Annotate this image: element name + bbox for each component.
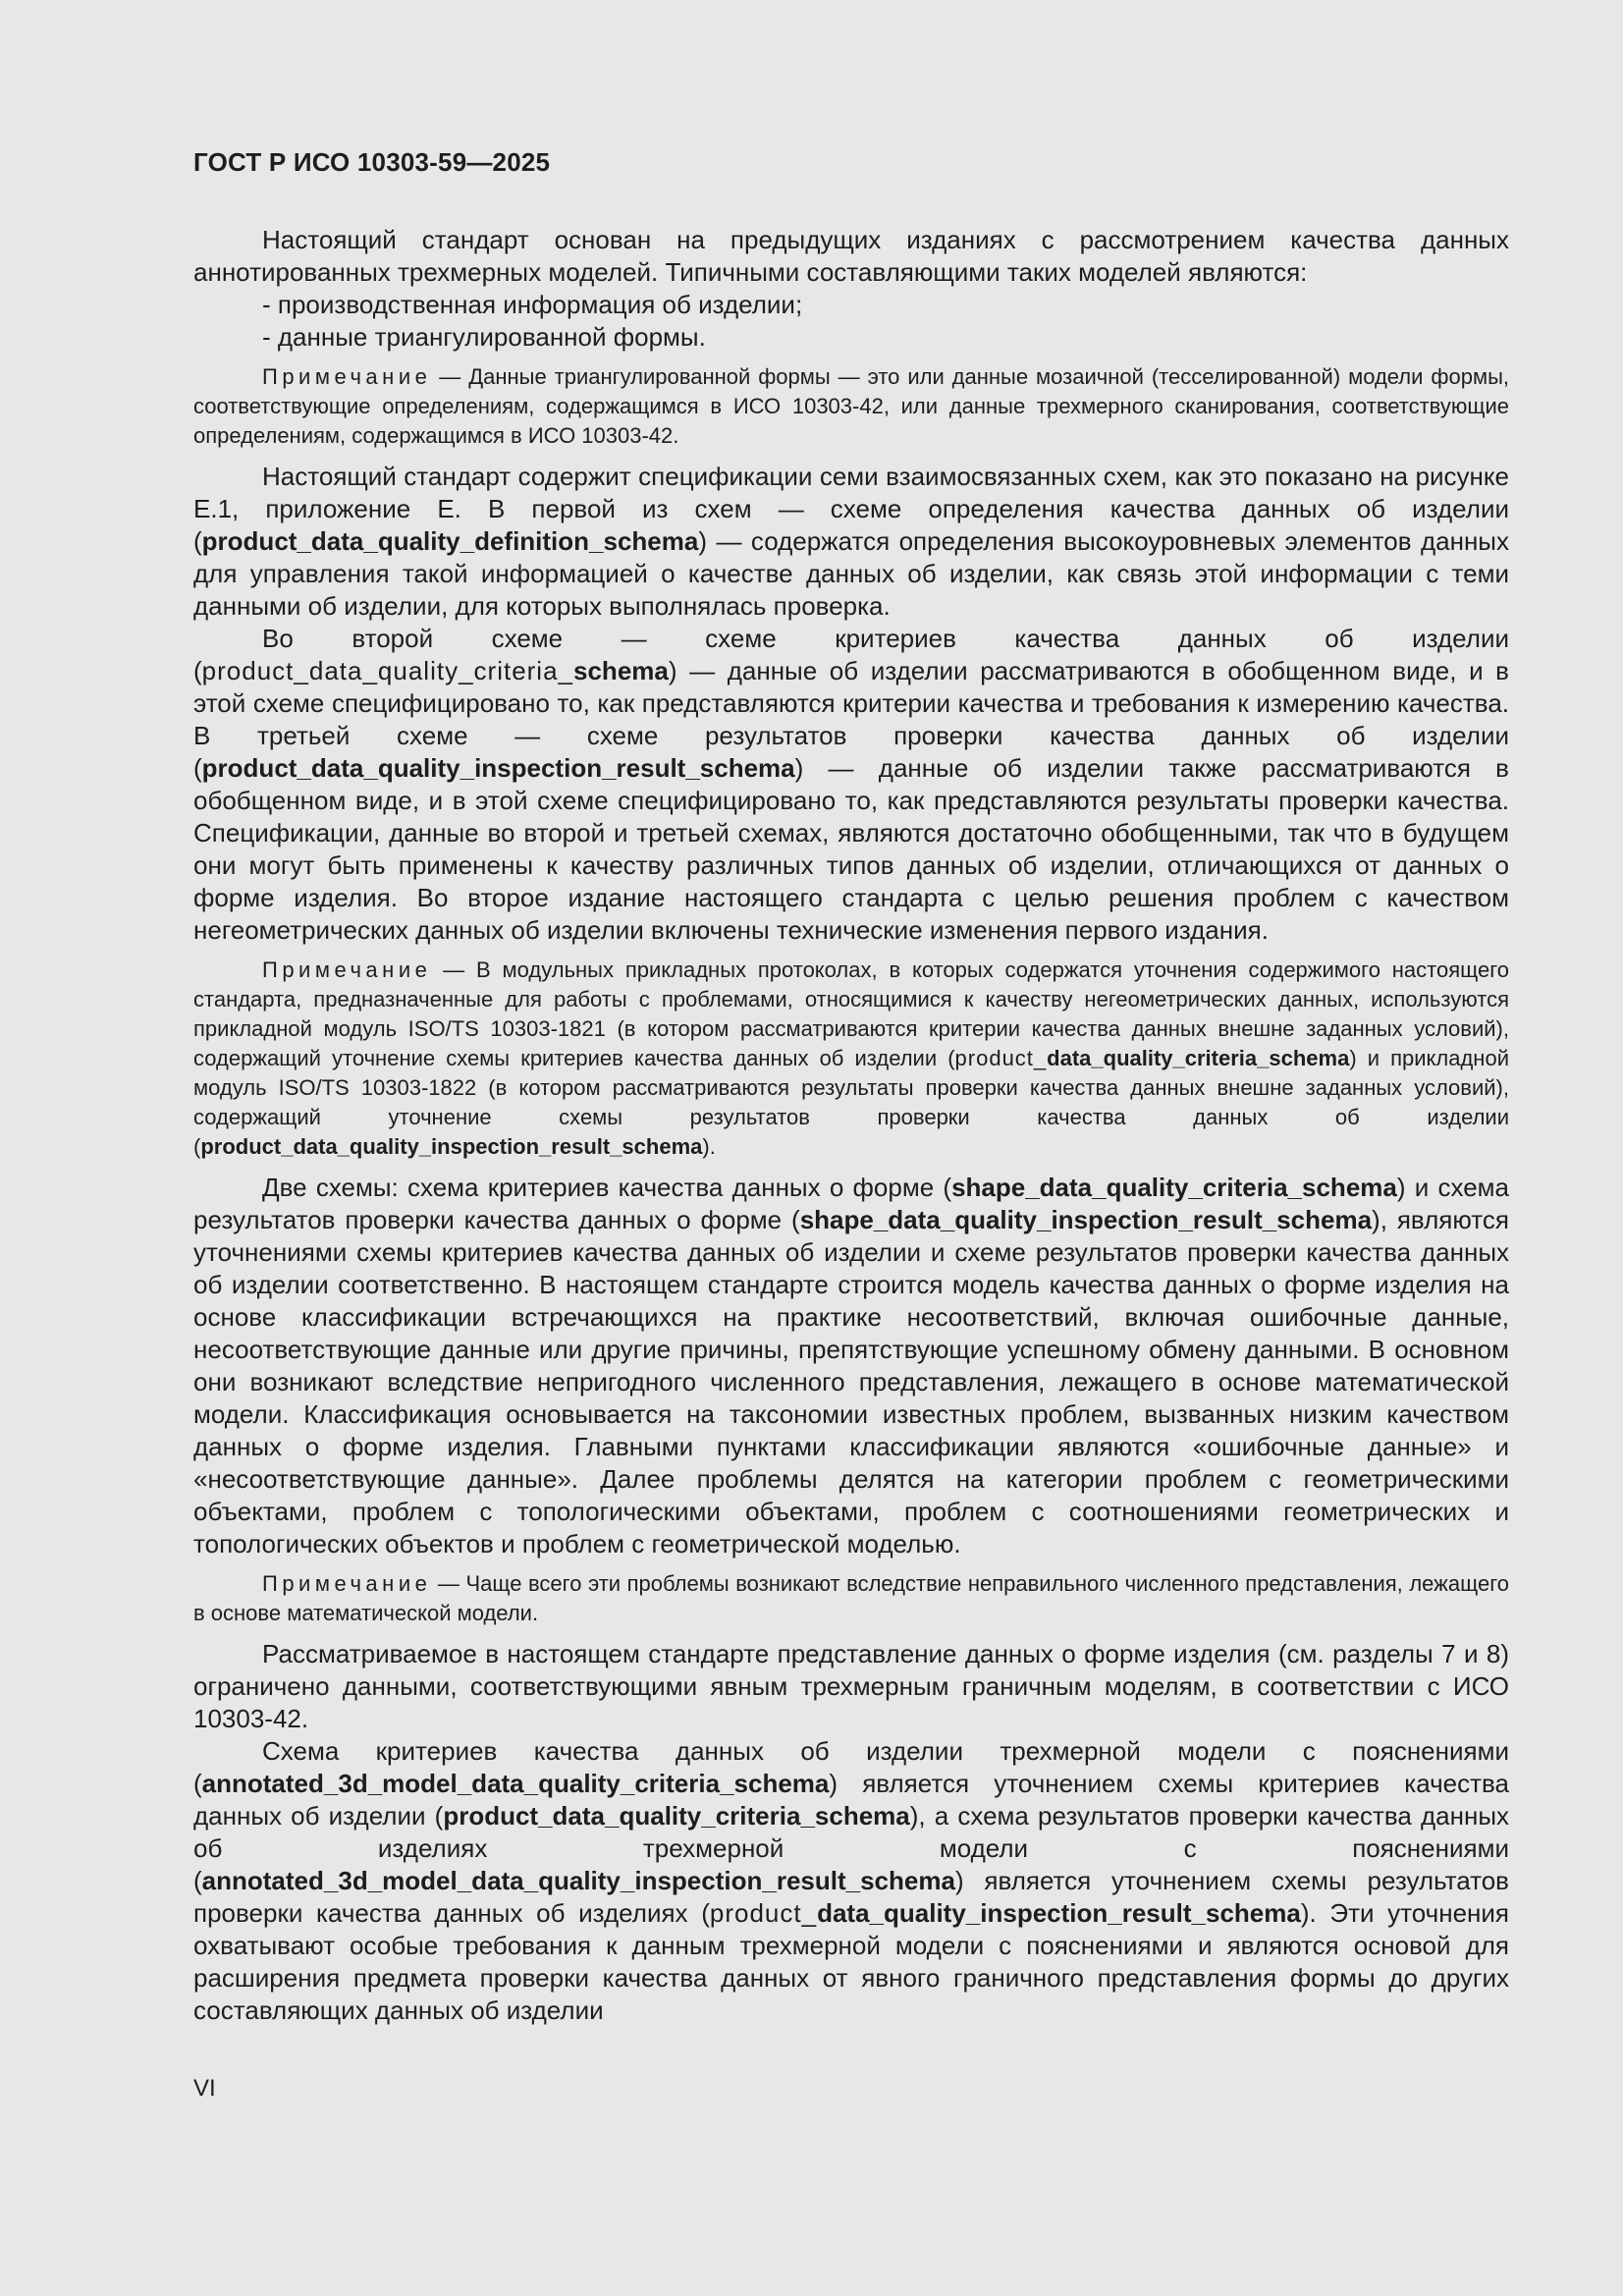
list-item: - данные триангулированной формы. [262, 322, 706, 352]
text: Две схемы: схема критериев качества данных о форме ( [262, 1173, 952, 1202]
schema-name-mono: product_ [954, 1046, 1048, 1070]
text: ) и схема результатов проверки качества данных о форме ( [193, 1173, 1509, 1234]
note-text: — В модульных прикладных протоколах, в которых содержатся уточнения содержимого настоящего стандарта, предназначенные для работы с проблемами, относящимися к качеству негеометрических данных, используются прикладной модуль ISO/TS 10303-1821 (в котором рассматриваются критерии качества данных внешне заданных условий), содержащий уточнение схемы критериев качества данных об изделии ( [193, 957, 1509, 1070]
paragraph-shape-schemas [193, 1172, 1509, 1560]
note-label: Примечание [262, 1571, 432, 1596]
text: ) — данные об изделии рассматриваются в обобщенном виде, и в этой схеме специфицировано то, как представляются критерии качества и требования к измерению качества. В третьей схеме — схеме результатов проверки качества данных об изделии ( [193, 656, 1509, 783]
note-label: Примечание [262, 364, 432, 389]
note-text: — Чаще всего эти проблемы возникают вследствие неправильного численного представления, лежащего в основе математической модели. [193, 1571, 1509, 1625]
schema-name: product_data_quality_definition_schema [201, 526, 699, 556]
note-label: Примечание [262, 957, 432, 982]
note-3 [193, 1569, 1509, 1628]
schema-name: data_quality_inspection_result_schema [817, 1898, 1301, 1928]
schema-name: annotated_3d_model_data_quality_criteria_schema [201, 1769, 830, 1798]
paragraph-second-schema [193, 623, 1509, 947]
text: Настоящий стандарт содержит спецификации семи взаимосвязанных схем, как это показано на рисунке Е.1, приложение Е. В первой из схем — схеме определения качества данных об изделии ( [193, 462, 1509, 556]
schema-name: annotated_3d_model_data_quality_inspection_result_schema [201, 1866, 955, 1895]
schema-name: product_data_quality_inspection_result_schema [200, 1134, 703, 1159]
list-item: - производственная информация об изделии; [262, 290, 803, 319]
text: ) является уточнением схемы результатов проверки качества данных об изделиях ( [193, 1866, 1509, 1928]
text: ) — содержатся определения высокоуровневых элементов данных для управления такой информацией о качестве данных об изделии, как связь этой информации с теми данными об изделии, для которых выполнялась проверка. [193, 526, 1509, 621]
paragraph-scope: Рассматриваемое в настоящем стандарте представление данных о форме изделия (см. разделы 7 и 8) ограничено данными, соответствующими явным трехмерным граничным моделям, в соответствии с ИСО 10303-42. [193, 1639, 1509, 1733]
text: ) является уточнением схемы критериев качества данных об изделии ( [193, 1769, 1509, 1831]
text: ) — данные об изделии также рассматриваются в обобщенном виде, и в этой схеме специфицировано то, как представляются результаты проверки качества. Спецификации, данные во второй и третьей схемах, являются достаточно обобщенными, так что в будущем они могут быть применены к качеству различных типов данных об изделии, отличающихся от данных о форме изделия. Во второе издание настоящего стандарта с целью решения проблем с качеством негеометрических данных об изделии включены технические изменения первого издания. [193, 753, 1509, 945]
paragraph-annotated-model [193, 1735, 1509, 2027]
page-content [193, 224, 1509, 2027]
paragraph-schemas [193, 461, 1509, 623]
text: Схема критериев качества данных об изделии трехмерной модели с пояснениями ( [193, 1736, 1509, 1798]
note-text: ). [702, 1134, 716, 1159]
schema-name: product_data_quality_criteria_schema [443, 1801, 910, 1831]
note-text: — Данные триангулированной формы — это или данные мозаичной (тесселированной) модели формы, соответствующие определениям, содержащимся в ИСО 10303-42, или данные трехмерного сканирования, соответствующие определениям, содержащимся в ИСО 10303-42. [193, 364, 1509, 448]
paragraph-intro: Настоящий стандарт основан на предыдущих изданиях с рассмотрением качества данных аннотированных трехмерных моделей. Типичными составляющими таких моделей являются: [193, 225, 1509, 287]
schema-name: shape_data_quality_inspection_result_schema [799, 1205, 1373, 1234]
page-number: VI [193, 2075, 216, 2102]
note-2 [193, 956, 1509, 1162]
schema-name-mono: product_ [709, 1898, 818, 1928]
schema-name-mono: product_data_quality_criteria_ [201, 656, 574, 685]
note-text: ) и прикладной модуль ISO/TS 10303-1822 (в котором рассматриваются результаты проверки качества данных внешне заданных условий), содержащий уточнение схемы результатов проверки качества данных об изделии ( [193, 1046, 1509, 1159]
document-header: ГОСТ Р ИСО 10303-59—2025 [193, 147, 551, 177]
schema-name: data_quality_criteria_schema [1047, 1046, 1350, 1070]
schema-name: shape_data_quality_criteria_schema [951, 1173, 1397, 1202]
text: ), а схема результатов проверки качества данных об изделиях трехмерной модели с пояснениями ( [193, 1801, 1510, 1895]
text: Во второй схеме — схеме критериев качества данных об изделии ( [193, 624, 1509, 685]
schema-name: product_data_quality_inspection_result_schema [201, 753, 795, 783]
schema-name: schema [573, 656, 669, 685]
note-1 [193, 362, 1509, 451]
text: ). Эти уточнения охватывают особые требования к данным трехмерной модели с пояснениями и являются основой для расширения предмета проверки качества данных от явного граничного представления формы до других составляющих данных об изделии [193, 1898, 1509, 2025]
text: ), являются уточнениями схемы критериев качества данных об изделии и схеме результатов проверки качества данных об изделии соответственно. В настоящем стандарте строится модель качества данных о форме изделия на основе классификации встречающихся на практике несоответствий, включая ошибочные данные, несоответствующие данные или другие причины, препятствующие успешному обмену данными. В основном они возникают вследствие непригодного численного представления, лежащего в основе математической модели. Классификация основывается на таксономии известных проблем, вызванных низким качеством данных о форме изделия. Главными пунктами классификации являются «ошибочные данные» и «несоответствующие данные». Далее проблемы делятся на категории проблем с геометрическими объектами, проблем с топологическими объектами, проблем с соотношениями геометрических и топологических объектов и проблем с геометрической моделью. [193, 1205, 1509, 1558]
